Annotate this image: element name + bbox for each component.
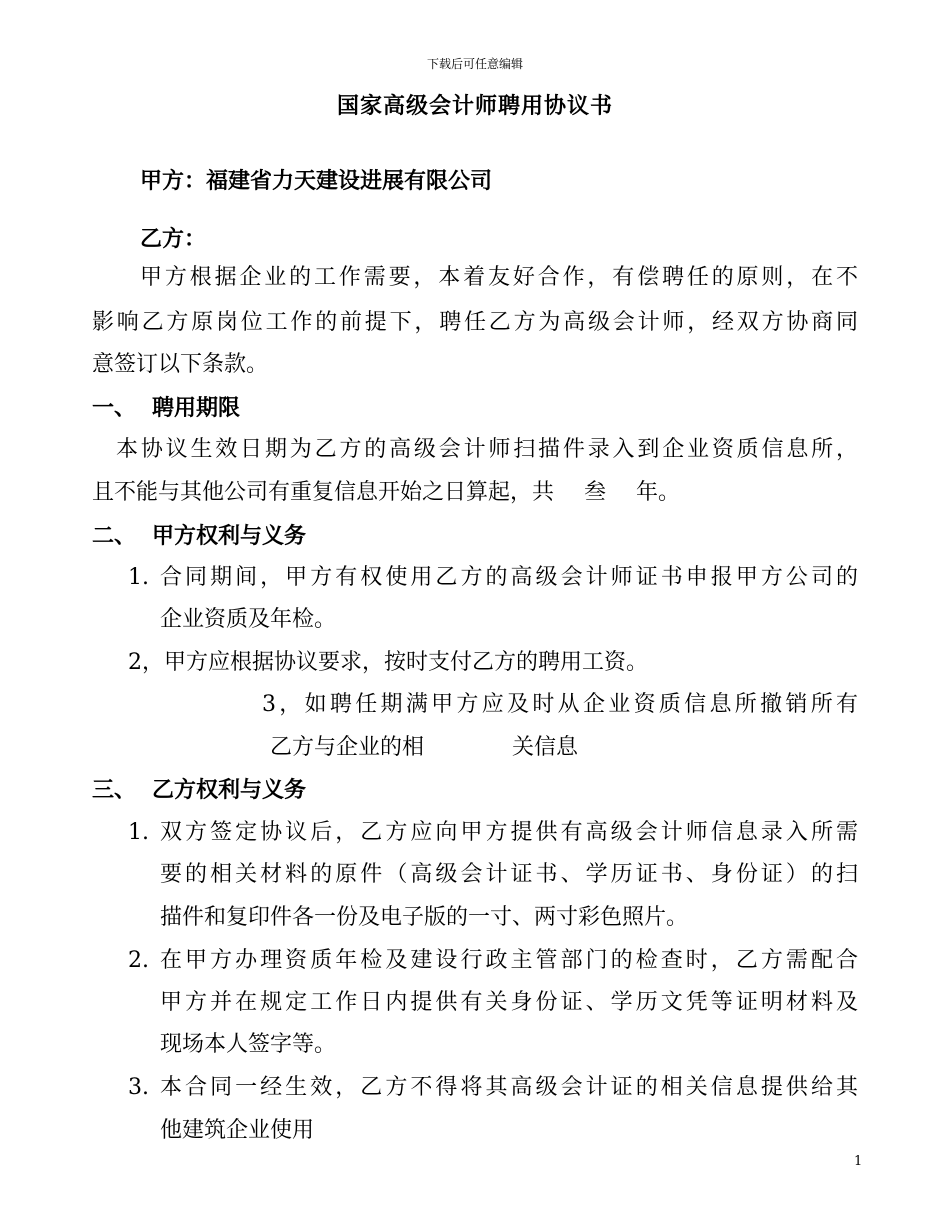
section-3-item-2-line-1: 在甲方办理资质年检及建设行政主管部门的检查时，乙方需配合	[160, 948, 858, 973]
section-2-item-3-part-b: 关信息	[512, 735, 579, 760]
section-2-item-2: 2，甲方应根据协议要求，按时支付乙方的聘用工资。	[128, 650, 648, 675]
section-3-item-3-line-1: 本合同一经生效，乙方不得将其高级会计证的相关信息提供给其	[160, 1075, 858, 1100]
section-1-line-1: 本协议生效日期为乙方的高级会计师扫描件录入到企业资质信息所，	[116, 437, 858, 462]
section-2-item-3-line-2	[270, 733, 578, 763]
section-3-item-1-line-3: 描件和复印件各一份及电子版的一寸、两寸彩色照片。	[160, 905, 689, 930]
section-1-number: 一、	[92, 395, 137, 421]
section-1-line-2	[92, 478, 680, 508]
party-a-line: 甲方：福建省力天建设进展有限公司	[140, 168, 493, 194]
party-b-line: 乙方：	[140, 226, 207, 252]
document-title: 国家高级会计师聘用协议书	[336, 93, 613, 119]
section-2-number: 二、	[92, 523, 137, 549]
section-2-item-1-line-1: 合同期间，甲方有权使用乙方的高级会计师证书申报甲方公司的	[160, 565, 858, 590]
section-3-item-1-line-1: 双方签定协议后，乙方应向甲方提供有高级会计师信息录入所需	[160, 820, 858, 845]
intro-line-1: 甲方根据企业的工作需要，本着友好合作，有偿聘任的原则，在不	[140, 265, 858, 290]
term-text-before: 且不能与其他公司有重复信息开始之日算起，共	[92, 480, 555, 505]
section-2-heading: 甲方权利与义务	[152, 523, 307, 549]
section-2-item-1-number: 1.	[128, 565, 149, 590]
intro-line-2: 影响乙方原岗位工作的前提下，聘任乙方为高级会计师，经双方协商同	[92, 310, 858, 335]
section-3-item-3-number: 3.	[128, 1075, 149, 1100]
section-3-number: 三、	[92, 777, 137, 803]
section-3-item-2-line-2: 甲方并在规定工作日内提供有关身份证、学历文凭等证明材料及	[160, 990, 858, 1015]
intro-line-3: 意签订以下条款。	[92, 352, 269, 377]
page-number: 1	[854, 1154, 863, 1169]
section-2-item-3-line-1: 3，如聘任期满甲方应及时从企业资质信息所撤销所有	[262, 692, 858, 717]
section-1-heading: 聘用期限	[152, 395, 241, 421]
section-3-item-2-line-3: 现场本人签字等。	[160, 1032, 337, 1057]
section-3-heading: 乙方权利与义务	[152, 777, 307, 803]
section-3-item-3-line-2: 他建筑企业使用	[160, 1118, 315, 1143]
header-note: 下载后可任意编辑	[426, 57, 523, 71]
term-text-after: 年。	[636, 480, 681, 505]
section-3-item-1-number: 1.	[128, 820, 149, 845]
term-years-value: 叁	[584, 480, 607, 505]
section-3-item-1-line-2: 要的相关材料的原件（高级会计证书、学历证书、身份证）的扫	[160, 862, 858, 887]
section-2-item-3-part-a: 乙方与企业的相	[270, 735, 425, 760]
section-3-item-2-number: 2.	[128, 948, 149, 973]
section-2-item-1-line-2: 企业资质及年检。	[160, 607, 337, 632]
